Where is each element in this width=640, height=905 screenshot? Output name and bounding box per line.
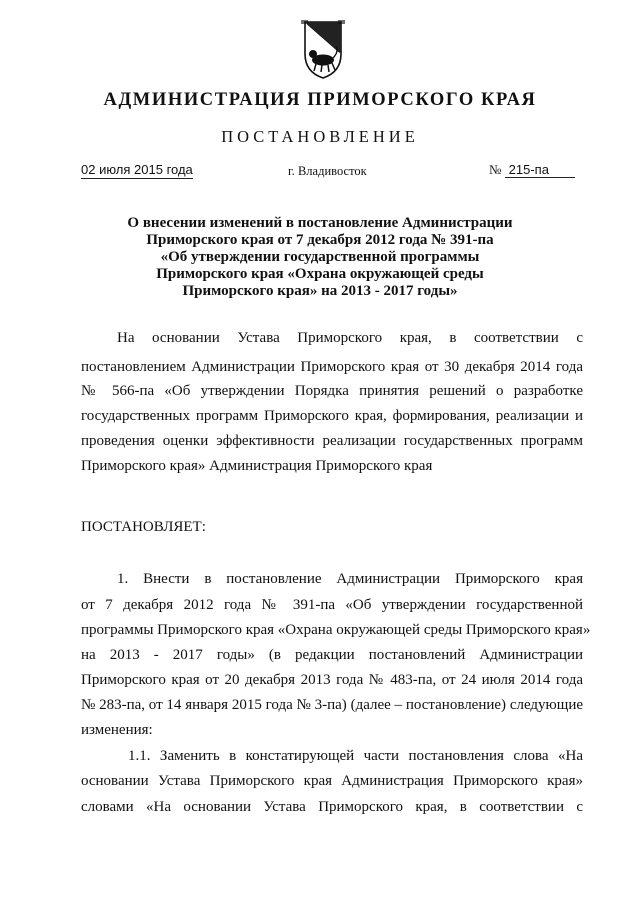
- item1-line: от 7 декабря 2012 года № 391-па «Об утверждении государственной: [81, 597, 583, 613]
- preamble-line: № 566-па «Об утверждении Порядка принятия решений о разработке: [81, 383, 583, 399]
- document-title: [100, 215, 540, 300]
- item1-line: изменения:: [81, 722, 153, 738]
- title-line: «Об утверждении государственной программы: [160, 249, 480, 265]
- document-date: 02 июля 2015 года: [81, 162, 193, 177]
- decree-heading: ПОСТАНОВЛЯЕТ:: [81, 519, 206, 535]
- item11-line: основании Устава Приморского края Администрация Приморского края»: [81, 773, 583, 789]
- item1-line: Приморского края от 20 декабря 2013 года № 483-па, от 24 июля 2014 года: [81, 672, 583, 688]
- document-number: [489, 162, 581, 178]
- title-line: О внесении изменений в постановление Администрации: [127, 215, 513, 231]
- item1-line: 1. Внести в постановление Администрации Приморского края: [117, 571, 583, 587]
- title-line: Приморского края «Охрана окружающей среды: [156, 266, 484, 282]
- preamble-line: Приморского края» Администрация Приморского края: [81, 458, 433, 474]
- item11-line: 1.1. Заменить в констатирующей части постановления слова «На: [128, 748, 583, 764]
- title-line: Приморского края» на 2013 - 2017 годы»: [182, 283, 458, 299]
- preamble-line: На основании Устава Приморского края, в соответствии с: [117, 330, 583, 346]
- document-type: ПОСТАНОВЛЕНИЕ: [221, 127, 419, 146]
- preamble-line: проведения оценки эффективности реализации государственных программ: [81, 433, 583, 449]
- item1-line: программы Приморского края «Охрана окружающей среды Приморского края»: [81, 622, 591, 638]
- number-sign: №: [489, 162, 502, 177]
- coat-of-arms-emblem: [298, 18, 348, 80]
- item1-line: № 283-па, от 14 января 2015 года № 3-па) (далее – постановление) следующие: [81, 697, 583, 713]
- item11-line: словами «На основании Устава Приморского края, в соответствии с: [81, 799, 583, 815]
- number-value: 215-па: [505, 162, 575, 178]
- preamble-line: постановлением Администрации Приморского края от 30 декабря 2014 года: [81, 359, 583, 375]
- preamble-line: государственных программ Приморского края, формирования, реализации и: [81, 408, 583, 424]
- organization-name: АДМИНИСТРАЦИЯ ПРИМОРСКОГО КРАЯ: [103, 90, 537, 110]
- document-city: г. Владивосток: [288, 164, 367, 178]
- item1-line: на 2013 - 2017 годы» (в редакции постановлений Администрации: [81, 647, 583, 663]
- title-line: Приморского края от 7 декабря 2012 года № 391-па: [146, 232, 494, 248]
